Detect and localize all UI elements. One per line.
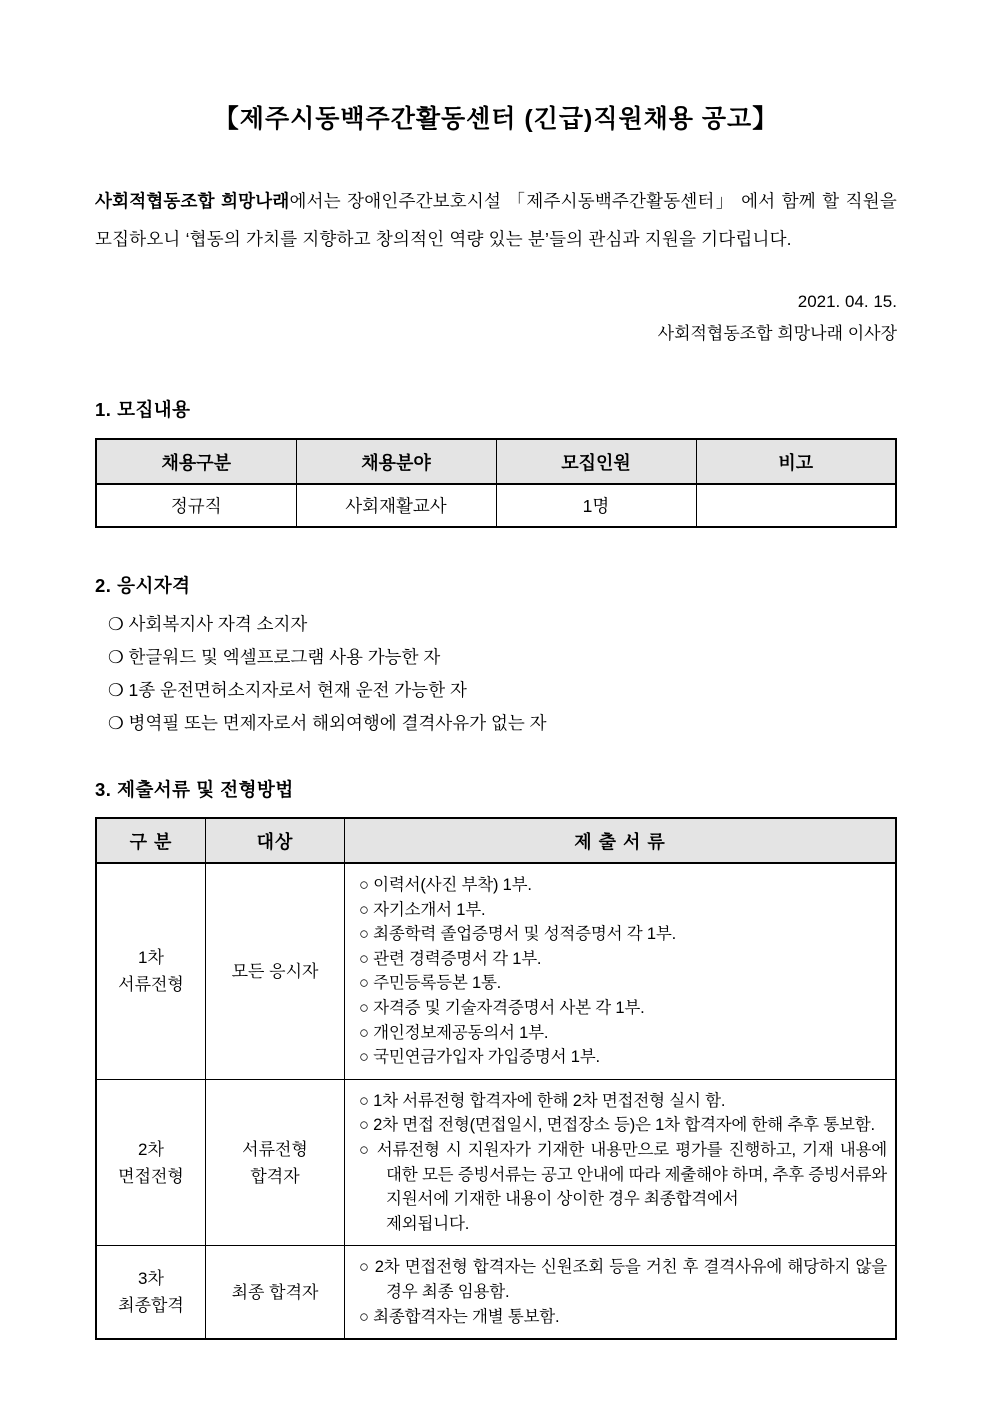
doc-item: ○ 서류전형 시 지원자가 기재한 내용만으로 평가를 진행하고, 기재 내용에 대한 모든 증빙서류는 공고 안내에 따라 제출해야 하며, 추후 증빙서류와 지원서에 기재한 내용이 상이한 경우 최종합격에서: [359, 1140, 887, 1209]
stage3-line1: 3차: [138, 1269, 164, 1289]
header-recruit-note: 비고: [696, 439, 896, 484]
stage1-target-line1: 모든 응시자: [231, 961, 319, 981]
doc-item: ○ 관련 경력증명서 각 1부.: [359, 949, 542, 968]
stage1-target-cell: [206, 863, 345, 1079]
doc-item: ○ 최종합격자는 개별 통보함.: [359, 1307, 560, 1326]
header-documents: 제 출 서 류: [345, 818, 897, 863]
page-title: 【제주시동백주간활동센터 (긴급)직원채용 공고】: [213, 105, 779, 133]
stage1-line1: 1차: [138, 948, 164, 968]
doc-item: ○ 이력서(사진 부착) 1부.: [359, 876, 532, 894]
header-recruit-type: 채용구분: [96, 439, 296, 484]
submission-table: [95, 817, 897, 1340]
submission-table-header-row: [96, 818, 896, 863]
qualification-item: ❍ 한글워드 및 엑셀프로그램 사용 가능한 자: [108, 647, 441, 667]
recruitment-table-row: [96, 484, 896, 527]
stage2-line2: 면접전형: [118, 1166, 184, 1186]
doc-item: ○ 1차 서류전형 합격자에 한해 2차 면접전형 실시 함.: [359, 1091, 726, 1110]
qualification-item: ❍ 사회복지사 자격 소지자: [108, 614, 308, 634]
header-target: 대상: [206, 818, 345, 863]
recruitment-table-header-row: [96, 439, 896, 484]
intro-text: 에서는 장애인주간보호시설 「제주시동백주간활동센터」 에서 함께 할 직원을 모집하오니 ‘협동의 가치를 지향하고 창의적인 역량 있는 분’들의 관심과 지원을 기다립니다.: [95, 191, 897, 249]
stage3-target-cell: [206, 1246, 345, 1339]
header-recruit-count: 모집인원: [496, 439, 696, 484]
intro-paragraph: [95, 182, 897, 258]
header-recruit-field: 채용분야: [296, 439, 496, 484]
stage3-line2: 최종합격: [118, 1296, 184, 1316]
stage3-documents-cell: [345, 1246, 897, 1339]
stage2-line1: 2차: [138, 1139, 164, 1159]
signature-block: [95, 286, 897, 350]
stage3-cell: [96, 1246, 206, 1339]
doc-item: ○ 자격증 및 기술자격증명서 사본 각 1부.: [359, 998, 645, 1017]
stage1-documents-cell: [345, 863, 897, 1079]
stage2-cell: [96, 1079, 206, 1246]
doc-item: ○ 국민연금가입자 가입증명서 1부.: [359, 1048, 600, 1067]
doc-item-continuation: 제외됩니다.: [386, 1214, 470, 1233]
stage1-line2: 서류전형: [118, 975, 184, 995]
cell-recruit-note: [696, 484, 896, 527]
stage2-target-line2: 합격자: [250, 1166, 300, 1186]
section1-heading: 1. 모집내용: [95, 399, 191, 420]
cell-recruit-field: 사회재활교사: [296, 484, 496, 527]
intro-org-name: 사회적협동조합 희망나래: [95, 191, 290, 211]
announcement-date: 2021. 04. 15.: [797, 292, 897, 311]
stage1-cell: [96, 863, 206, 1079]
qualification-item: ❍ 병역필 또는 면제자로서 해외여행에 결격사유가 없는 자: [108, 713, 547, 733]
qualification-list: [108, 608, 897, 740]
qualification-item: ❍ 1종 운전면허소지자로서 현재 운전 가능한 자: [108, 680, 467, 700]
doc-item: ○ 자기소개서 1부.: [359, 900, 486, 919]
doc-item: ○ 개인정보제공동의서 1부.: [359, 1023, 549, 1042]
header-stage: 구 분: [96, 818, 206, 863]
section3-heading: 3. 제출서류 및 전형방법: [95, 779, 294, 800]
submission-row-stage1: [96, 863, 896, 1079]
signer-title: 사회적협동조합 희망나래 이사장: [657, 324, 897, 343]
doc-item: ○ 2차 면접 전형(면접일시, 면접장소 등)은 1차 합격자에 한해 추후 통보함.: [359, 1116, 875, 1135]
cell-recruit-type: 정규직: [96, 484, 296, 527]
submission-row-stage2: [96, 1079, 896, 1246]
stage3-target-line1: 최종 합격자: [231, 1282, 319, 1302]
stage2-target-line1: 서류전형: [242, 1139, 308, 1159]
recruitment-table: [95, 438, 897, 528]
section2-heading: 2. 응시자격: [95, 575, 191, 596]
stage2-target-cell: [206, 1079, 345, 1246]
cell-recruit-count: 1명: [496, 484, 696, 527]
doc-item: ○ 주민등록등본 1통.: [359, 974, 502, 993]
stage2-documents-cell: [345, 1079, 897, 1246]
submission-row-stage3: [96, 1246, 896, 1339]
doc-item: ○ 2차 면접전형 합격자는 신원조회 등을 거친 후 결격사유에 해당하지 않을 경우 최종 임용함.: [359, 1258, 887, 1301]
doc-item: ○ 최종학력 졸업증명서 및 성적증명서 각 1부.: [359, 925, 676, 944]
